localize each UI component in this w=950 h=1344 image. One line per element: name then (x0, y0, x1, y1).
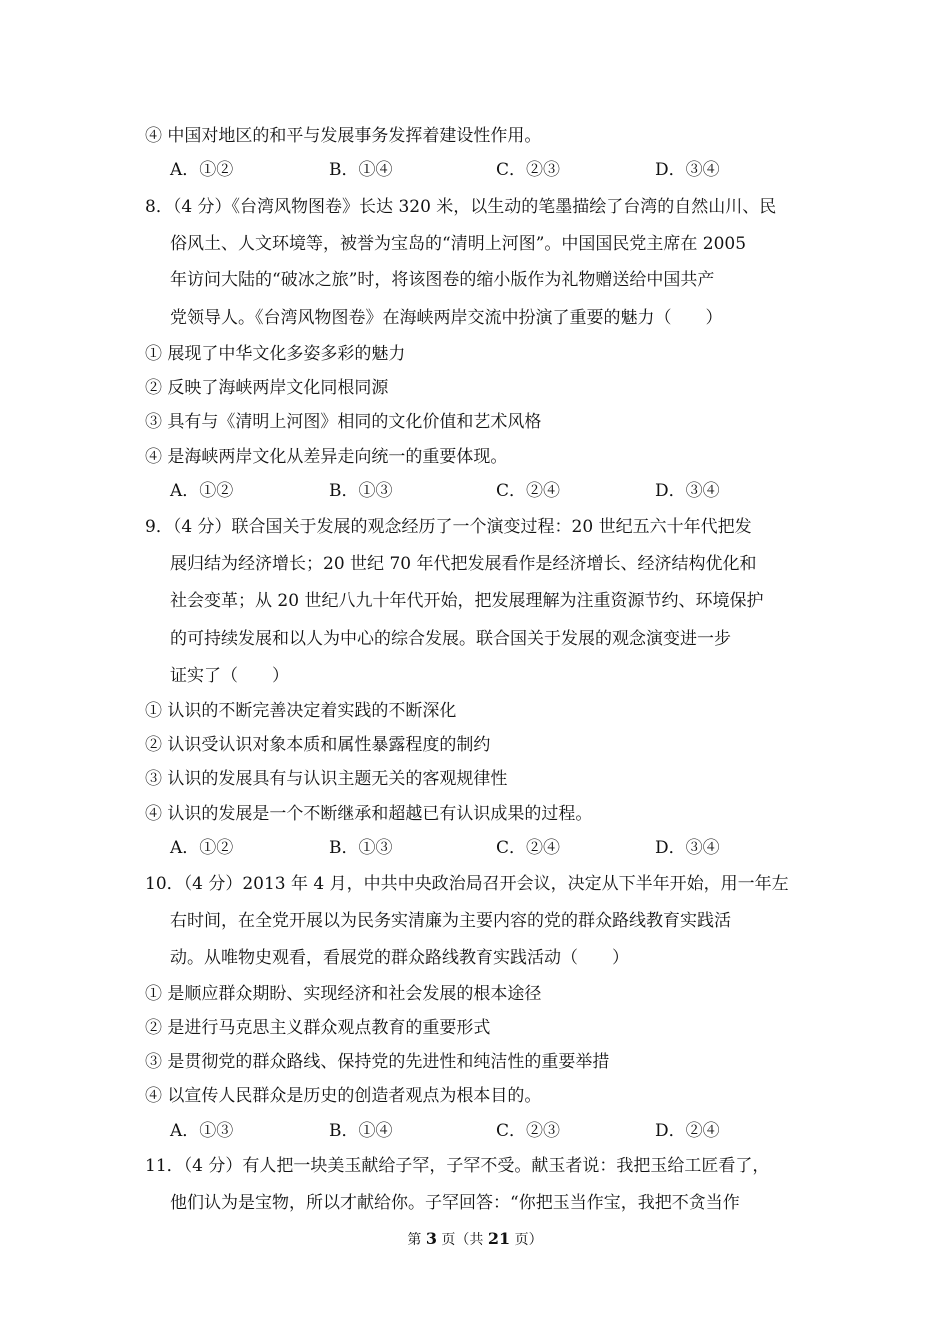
choice-b: B．①④ (329, 160, 393, 180)
footer-middle: 页（共 (436, 1232, 488, 1248)
q9-option-3: ③ 认识的发展具有与认识主题无关的客观规律性 (145, 769, 508, 789)
page-footer (0, 1229, 950, 1250)
q9-stem-line: 9．（4 分）联合国关于发展的观念经历了一个演变过程：20 世纪五六十年代把发 (145, 517, 752, 537)
q9-option-2: ② 认识受认识对象本质和属性暴露程度的制约 (145, 735, 491, 755)
choice-b: B．①④ (329, 1121, 393, 1141)
q9-choices (0, 837, 950, 859)
prev-option-4: ④ 中国对地区的和平与发展事务发挥着建设性作用。 (145, 126, 542, 146)
q8-stem-line: 8．（4 分）《台湾风物图卷》长达 320 米，以生动的笔墨描绘了台湾的自然山川、民 (145, 197, 777, 217)
q8-stem-line: 俗风土、人文环境等，被誉为宝岛的“清明上河图”。中国国民党主席在 2005 (170, 234, 747, 254)
q10-stem-line: 动。从唯物史观看，看展党的群众路线教育实践活动（ ） (170, 948, 629, 968)
q11-stem-line: 他们认为是宝物，所以才献给你。子罕回答：“你把玉当作宝，我把不贪当作 (170, 1193, 740, 1213)
q10-stem-line: 10．（4 分）2013 年 4 月，中共中央政治局召开会议，决定从下半年开始，用一年左 (145, 874, 789, 894)
q8-option-2: ② 反映了海峡两岸文化同根同源 (145, 378, 389, 398)
choice-b: B．①③ (329, 838, 393, 858)
choice-c: C．②③ (496, 1121, 561, 1141)
q8-option-3: ③ 具有与《清明上河图》相同的文化价值和艺术风格 (145, 412, 542, 432)
prev-choices (0, 159, 950, 181)
q9-stem-line: 展归结为经济增长；20 世纪 70 年代把发展看作是经济增长、经济结构优化和 (170, 554, 757, 574)
q10-option-1: ① 是顺应群众期盼、实现经济和社会发展的根本途径 (145, 984, 542, 1004)
q9-option-4: ④ 认识的发展是一个不断继承和超越已有认识成果的过程。 (145, 804, 593, 824)
q8-option-1: ① 展现了中华文化多姿多彩的魅力 (145, 344, 406, 364)
q8-stem-line: 年访问大陆的“破冰之旅”时，将该图卷的缩小版作为礼物赠送给中国共产 (170, 270, 715, 290)
footer-prefix: 第 (407, 1232, 426, 1248)
choice-a: A．①② (170, 160, 234, 180)
choice-d: D．③④ (655, 838, 720, 858)
footer-page-number: 3 (425, 1229, 437, 1248)
q10-option-2: ② 是进行马克思主义群众观点教育的重要形式 (145, 1018, 491, 1038)
footer-total-pages: 21 (487, 1229, 511, 1248)
choice-c: C．②④ (496, 481, 561, 501)
q9-stem-line: 证实了（ ） (170, 666, 289, 686)
choice-d: D．③④ (655, 481, 720, 501)
q8-stem-line: 党领导人。《台湾风物图卷》在海峡两岸交流中扮演了重要的魅力（ ） (170, 308, 723, 328)
choice-c: C．②③ (496, 160, 561, 180)
q10-choices (0, 1120, 950, 1142)
q9-stem-line: 的可持续发展和以人为中心的综合发展。联合国关于发展的观念演变进一步 (170, 629, 731, 649)
choice-d: D．③④ (655, 160, 720, 180)
footer-suffix: 页） (510, 1232, 543, 1248)
q9-option-1: ① 认识的不断完善决定着实践的不断深化 (145, 701, 457, 721)
q8-option-4: ④ 是海峡两岸文化从差异走向统一的重要体现。 (145, 447, 508, 467)
q8-choices (0, 480, 950, 502)
choice-a: A．①② (170, 838, 234, 858)
choice-a: A．①③ (170, 1121, 234, 1141)
q9-stem-line: 社会变革；从 20 世纪八九十年代开始，把发展理解为注重资源节约、环境保护 (170, 591, 764, 611)
choice-b: B．①③ (329, 481, 393, 501)
q10-option-3: ③ 是贯彻党的群众路线、保持党的先进性和纯洁性的重要举措 (145, 1052, 610, 1072)
choice-c: C．②④ (496, 838, 561, 858)
q10-option-4: ④ 以宣传人民群众是历史的创造者观点为根本目的。 (145, 1086, 542, 1106)
q10-stem-line: 右时间，在全党开展以为民务实清廉为主要内容的党的群众路线教育实践活 (170, 911, 731, 931)
q11-stem-line: 11．（4 分）有人把一块美玉献给子罕，子罕不受。献玉者说：我把玉给工匠看了， (145, 1156, 770, 1176)
choice-d: D．②④ (655, 1121, 720, 1141)
choice-a: A．①② (170, 481, 234, 501)
